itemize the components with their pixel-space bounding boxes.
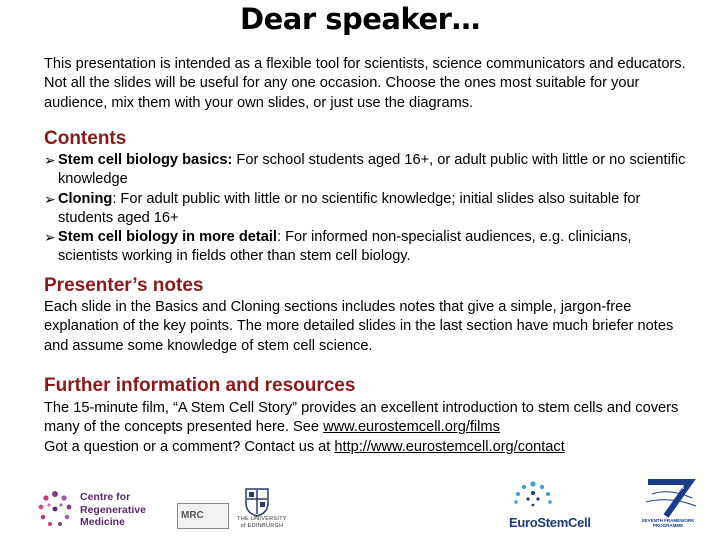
arrow-bullet-icon: ➢ <box>44 229 56 246</box>
further-heading: Further information and resources <box>44 375 356 396</box>
edinburgh-logo-text <box>232 516 292 530</box>
eurostemcell-logo-icon <box>508 480 558 516</box>
fp7-logo-icon <box>640 478 700 518</box>
list-item <box>44 228 694 267</box>
fp7-logo-text <box>632 518 704 528</box>
intro-paragraph: This presentation is intended as a flexible tool for scientists, science communicators and educators. Not all the slides will be useful for any one occasion. Choose the ones most suitable for your audience, mix them with your own slides, or just use the diagrams. <box>44 56 686 111</box>
page-title: Dear speaker… <box>240 2 480 36</box>
notes-paragraph: Each slide in the Basics and Cloning sections includes notes that give a simple, jargon-free explanation of the key points. The more detailed slides in the last section have much briefer notes and assume some knowledge of stem cell science. <box>44 299 674 354</box>
eurostemcell-logo-text: EuroStemCell <box>509 515 591 530</box>
fp7-line-2: PROGRAMME <box>652 523 684 528</box>
edinburgh-crest-icon <box>244 487 270 517</box>
crm-logo-icon <box>36 490 74 530</box>
mrc-logo-text: MRC <box>181 510 204 521</box>
further-text-2: Got a question or a comment? Contact us at <box>44 438 335 455</box>
list-item-text: : For adult public with little or no scientific knowledge; initial slides also suitable for students aged 16+ <box>58 190 641 226</box>
contact-link[interactable]: http://www.eurostemcell.org/contact <box>334 438 565 455</box>
list-item-text: : For informed non-specialist audiences, e.g. clinicians, scientists working in fields other than stem cell biology. <box>58 229 632 265</box>
crm-logo-text <box>80 491 146 529</box>
arrow-bullet-icon: ➢ <box>44 190 56 207</box>
crm-line-2: Regenerative <box>80 503 146 516</box>
fp7-line-1: SEVENTH FRAMEWORK <box>641 518 695 523</box>
crm-line-1: Centre for <box>80 491 131 503</box>
list-item-title: Cloning <box>58 190 113 207</box>
contents-list <box>44 151 694 267</box>
crm-line-3: Medicine <box>80 516 125 528</box>
notes-heading: Presenter’s notes <box>44 275 204 296</box>
edinburgh-line-2: of EDINBURGH <box>240 523 284 529</box>
list-item <box>44 190 694 229</box>
arrow-bullet-icon: ➢ <box>44 152 56 168</box>
list-item-title: Stem cell biology basics: <box>58 152 233 168</box>
mrc-logo <box>177 503 229 529</box>
list-item-title: Stem cell biology in more detail <box>58 229 277 246</box>
films-link[interactable]: www.eurostemcell.org/films <box>323 419 500 436</box>
further-text-1: The 15-minute film, “A Stem Cell Story” provides an excellent introduction to stem cells and covers many of the concepts presented here. See <box>44 400 679 436</box>
further-paragraph <box>44 399 694 457</box>
edinburgh-line-1: THE UNIVERSITY <box>237 516 287 522</box>
contents-heading: Contents <box>44 128 127 149</box>
list-item <box>44 151 694 190</box>
list-item-text: For school students aged 16+, or adult public with little or no scientific knowledge <box>58 152 686 188</box>
